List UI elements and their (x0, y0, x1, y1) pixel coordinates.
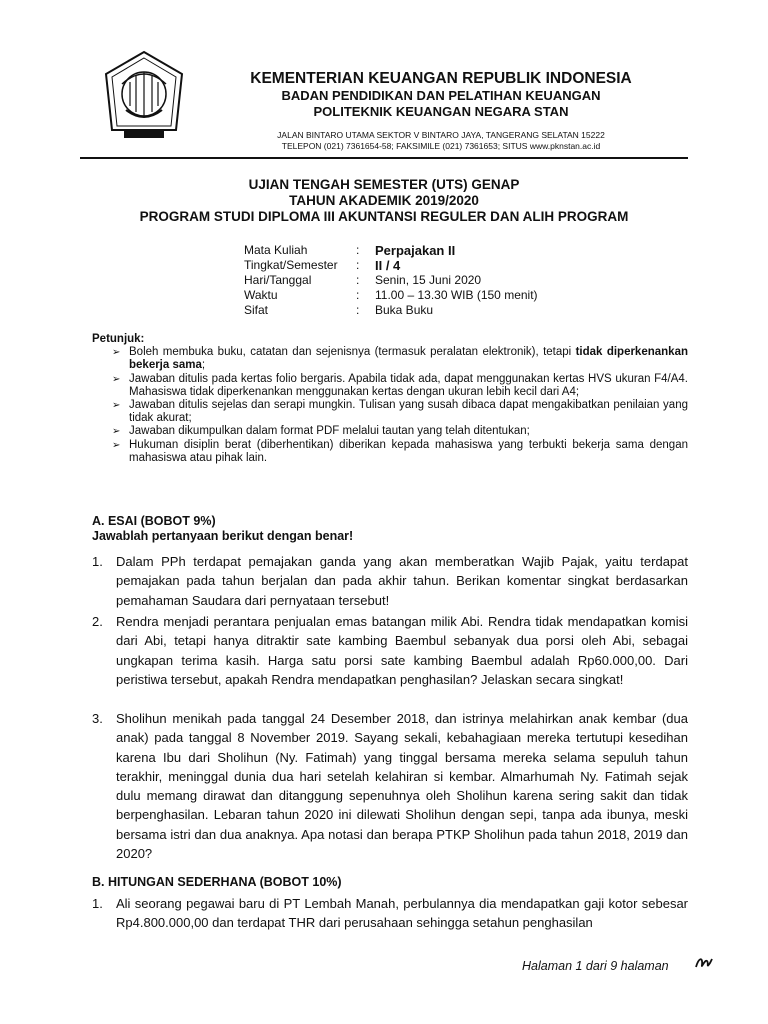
exam-title-line-3: PROGRAM STUDI DIPLOMA III AKUNTANSI REGULER DAN ALIH PROGRAM (139, 209, 629, 224)
section-a-title: A. ESAI (BOBOT 9%) (92, 514, 216, 528)
instructions (92, 333, 688, 465)
question-text: Ali seorang pegawai baru di PT Lembah Manah, perbulannya dia mendapatkan gaji kotor sebesar Rp4.800.000,00 dan terdapat THR dari perusahaan sehingga setahun penghasilan (116, 896, 688, 931)
arrow-bullet-icon: ➢ (112, 439, 121, 451)
meta-row-course (244, 243, 538, 258)
meta-label: Sifat (244, 303, 269, 317)
question-text: Dalam PPh terdapat pemajakan ganda yang akan memberatkan Wajib Pajak, yaitu terdapat pemajakan pada tahun berjalan dan pada akhir tahun. Berikan komentar singkat berdasarkan pemahaman Saudara dari pernyataan tersebut! (116, 554, 688, 608)
ministry-emblem-icon (104, 50, 184, 142)
meta-row-nature (244, 303, 538, 318)
meta-row-date (244, 273, 538, 288)
question-number: 3. (92, 711, 103, 726)
section-b-title: B. HITUNGAN SEDERHANA (BOBOT 10%) (92, 875, 342, 889)
meta-colon: : (356, 303, 360, 317)
section-a-heading (92, 514, 688, 544)
question-a3 (92, 709, 688, 863)
arrow-bullet-icon: ➢ (112, 400, 121, 412)
exam-meta (244, 243, 538, 318)
question-b1 (92, 894, 688, 933)
meta-value: II / 4 (375, 258, 401, 273)
meta-value: Buka Buku (375, 303, 434, 317)
list-item: ➢ Boleh membuka buku, catatan dan sejenisnya (termasuk peralatan elektronik), tetapi tidak diperkenankan bekerja sama; (112, 346, 688, 372)
address-line: JALAN BINTARO UTAMA SEKTOR V BINTARO JAYA, TANGERANG SELATAN 15222 (277, 130, 605, 140)
meta-value: 11.00 – 13.30 WIB (150 menit) (375, 288, 538, 302)
contact-line: TELEPON (021) 7361654-58; FAKSIMILE (021) 7361653; SITUS www.pknstan.ac.id (281, 141, 601, 151)
exam-title-line-1: UJIAN TENGAH SEMESTER (UTS) GENAP (248, 177, 520, 192)
meta-label: Tingkat/Semester (244, 258, 338, 272)
meta-row-time (244, 288, 538, 303)
page-number: Halaman 1 dari 9 halaman (522, 959, 669, 973)
school-name: POLITEKNIK KEUANGAN NEGARA STAN (313, 104, 569, 119)
exam-title (80, 177, 688, 225)
question-a1 (92, 552, 688, 610)
meta-colon: : (356, 288, 360, 302)
question-number: 2. (92, 614, 103, 629)
header-rule (80, 157, 688, 159)
question-a2 (92, 612, 688, 689)
question-number: 1. (92, 554, 103, 569)
list-item: ➢ Jawaban ditulis sejelas dan serapi mungkin. Tulisan yang susah dibaca dapat mengakibatkan penilaian yang tidak akurat; (112, 399, 688, 425)
arrow-bullet-icon: ➢ (112, 373, 121, 385)
arrow-bullet-icon: ➢ (112, 426, 121, 438)
meta-colon: : (356, 258, 360, 272)
letterhead (196, 70, 686, 152)
meta-value: Perpajakan II (375, 243, 456, 258)
section-a-subtitle: Jawablah pertanyaan berikut dengan benar! (92, 529, 354, 543)
question-number: 1. (92, 896, 103, 911)
meta-label: Hari/Tanggal (244, 273, 312, 287)
instructions-heading: Petunjuk: (92, 333, 145, 345)
meta-colon: : (356, 273, 360, 287)
handwritten-initial-icon (694, 953, 714, 973)
meta-label: Mata Kuliah (244, 243, 308, 257)
list-item: ➢ Jawaban dikumpulkan dalam format PDF melalui tautan yang telah ditentukan; (112, 425, 530, 438)
meta-colon: : (356, 243, 360, 257)
exam-title-line-2: TAHUN AKADEMIK 2019/2020 (289, 193, 479, 208)
ministry-name: KEMENTERIAN KEUANGAN REPUBLIK INDONESIA (250, 70, 632, 87)
question-text: Sholihun menikah pada tanggal 24 Desember 2018, dan istrinya melahirkan anak kembar (dua anak) pada tanggal 8 November 2019. Sayang sekali, kebahagiaan mereka tertutupi kesedihan karena Ibu dari Sholihun (Ny. Fatimah) yang tinggal bersama mereka selama sepuluh tahun terakhir, meninggal dunia dua hari setelah kelahiran si kembar. Almarhumah Ny. Fatimah sejak dulu memang dirawat dan ditanggung sepenuhnya oleh Sholihun karena sering sakit dan tidak berpenghasilan. Lebaran tahun 2020 ini dilewati Sholihun dengan sepi, tanpa ada ibunya, meski bersama istri dan dua anaknya. Apa notasi dan berapa PTKP Sholihun pada tahun 2018, 2019 dan 2020? (116, 711, 688, 862)
meta-value: Senin, 15 Juni 2020 (375, 273, 482, 287)
arrow-bullet-icon: ➢ (112, 347, 121, 359)
meta-row-level (244, 258, 538, 273)
list-item: ➢ Jawaban ditulis pada kertas folio bergaris. Apabila tidak ada, dapat menggunakan kertas HVS ukuran F4/A4. Mahasiswa tidak diperkenankan menggunakan kertas dengan ukuran lebih kecil dari A4; (112, 372, 688, 398)
question-text: Rendra menjadi perantara penjualan emas batangan milik Abi. Rendra tidak mendapatkan komisi dari Abi, tetapi hanya ditraktir sate kambing Baembul sebanyak dua porsi oleh Abi, sebagai ungkapan terima kasih. Harga satu porsi sate kambing Baembul adalah Rp60.000,00. Dari peristiwa tersebut, apakah Rendra mendapatkan penghasilan? Jelaskan secara singkat! (116, 614, 688, 687)
agency-name: BADAN PENDIDIKAN DAN PELATIHAN KEUANGAN (281, 88, 601, 103)
meta-label: Waktu (244, 288, 278, 302)
instructions-list (92, 346, 688, 465)
list-item: ➢ Hukuman disiplin berat (diberhentikan) diberikan kepada mahasiswa yang terbukti bekerja sama dengan mahasiswa atau pihak lain. (112, 438, 688, 464)
